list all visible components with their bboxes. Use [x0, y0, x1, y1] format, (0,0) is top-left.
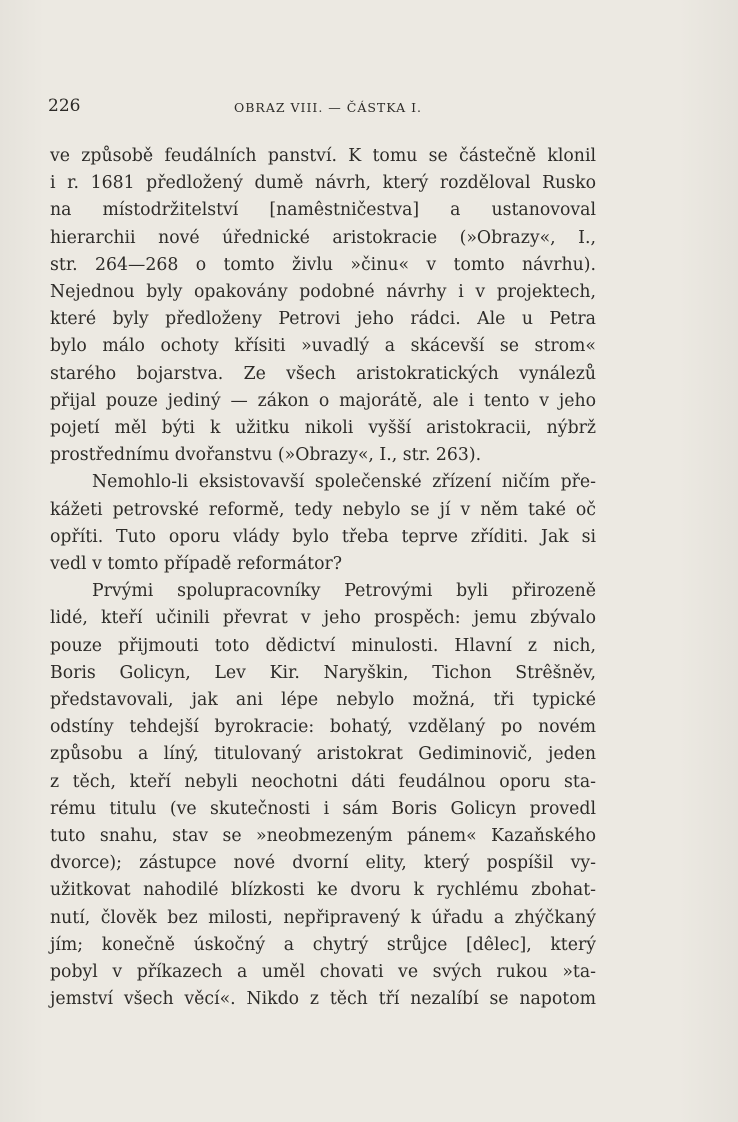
text-line: Boris Golicyn, Lev Kir. Naryškin, Tichon Strêšněv,: [50, 662, 596, 683]
text-line: představovali, jak ani lépe nebylo možná, tři typické: [50, 690, 596, 711]
text-line: i r. 1681 předložený dumě návrh, který rozděloval Rusko: [50, 173, 596, 194]
text-line: bylo málo ochoty křísiti »uvadlý a skácevší se strom«: [50, 336, 596, 357]
text-line: užitkovat nahodilé blízkosti ke dvoru k rychlému zbohat-: [50, 880, 596, 901]
text-line: lidé, kteří učinili převrat v jeho prospěch: jemu zbývalo: [50, 608, 596, 629]
text-line: str. 264—268 o tomto živlu »činu« v tomto návrhu).: [50, 254, 596, 275]
text-line: opříti. Tuto oporu vlády bylo třeba teprve zříditi. Jak si: [50, 526, 596, 547]
text-line: tuto snahu, stav se »neobmezeným pánem« Kazaňského: [50, 826, 596, 847]
text-line: jím; konečně úskočný a chytrý strůjce [dêlec], který: [50, 934, 596, 955]
text-line: které byly předloženy Petrovi jeho rádci. Ale u Petra: [50, 309, 596, 330]
text-line: pojetí měl býti k užitku nikoli vyšší aristokracii, nýbrž: [50, 418, 596, 439]
text-line: způsobu a líný, titulovaný aristokrat Gediminovič, jeden: [50, 744, 596, 765]
text-line: vedl v tomto případě reformátor?: [50, 554, 343, 575]
text-line: z těch, kteří nebyli neochotni dáti feudálnou oporu sta-: [50, 771, 596, 792]
text-line: odstíny tehdejší byrokracie: bohatý, vzdělaný po novém: [50, 717, 596, 738]
text-line: jemství všech věcí«. Nikdo z těch tří nezalíbí se napotom: [50, 989, 596, 1010]
text-line: na místodržitelství [namêstničestva] a ustanovoval: [50, 200, 596, 221]
text-line: Prvými spolupracovníky Petrovými byli přirozeně: [92, 581, 596, 602]
text-line: hierarchii nové úřednické aristokracie (»Obrazy«, I.,: [50, 227, 596, 248]
text-line: pobyl v příkazech a uměl chovati ve svých rukou »ta-: [50, 962, 596, 983]
text-line: Nemohlo-li eksistovavší společenské zřízení ničím pře-: [92, 472, 596, 493]
body-text: [50, 143, 596, 1014]
text-line: rému titulu (ve skutečnosti i sám Boris Golicyn provedl: [50, 798, 596, 819]
text-line: Nejednou byly opakovány podobné návrhy i v projektech,: [50, 282, 596, 303]
page-header: [48, 96, 608, 120]
page-number: 226: [48, 96, 81, 116]
running-head: OBRAZ VIII. — ČÁSTKA I.: [233, 100, 423, 115]
text-line: nutí, člověk bez milosti, nepřipravený k úřadu a zhýčkaný: [50, 907, 596, 928]
text-line: pouze přijmouti toto dědictví minulosti. Hlavní z nich,: [50, 635, 596, 656]
text-line: kážeti petrovské reformě, tedy nebylo se jí v něm také oč: [50, 499, 596, 520]
text-line: prostřednímu dvořanstvu (»Obrazy«, I., str. 263).: [50, 445, 482, 466]
text-line: ve způsobě feudálních panství. K tomu se částečně klonil: [50, 146, 596, 166]
text-line: přijal pouze jediný — zákon o majorátě, ale i tento v jeho: [50, 390, 596, 411]
text-line: dvorce); zástupce nové dvorní elity, který pospíšil vy-: [50, 853, 596, 874]
text-line: starého bojarstva. Ze všech aristokratických vynálezů: [50, 363, 596, 384]
